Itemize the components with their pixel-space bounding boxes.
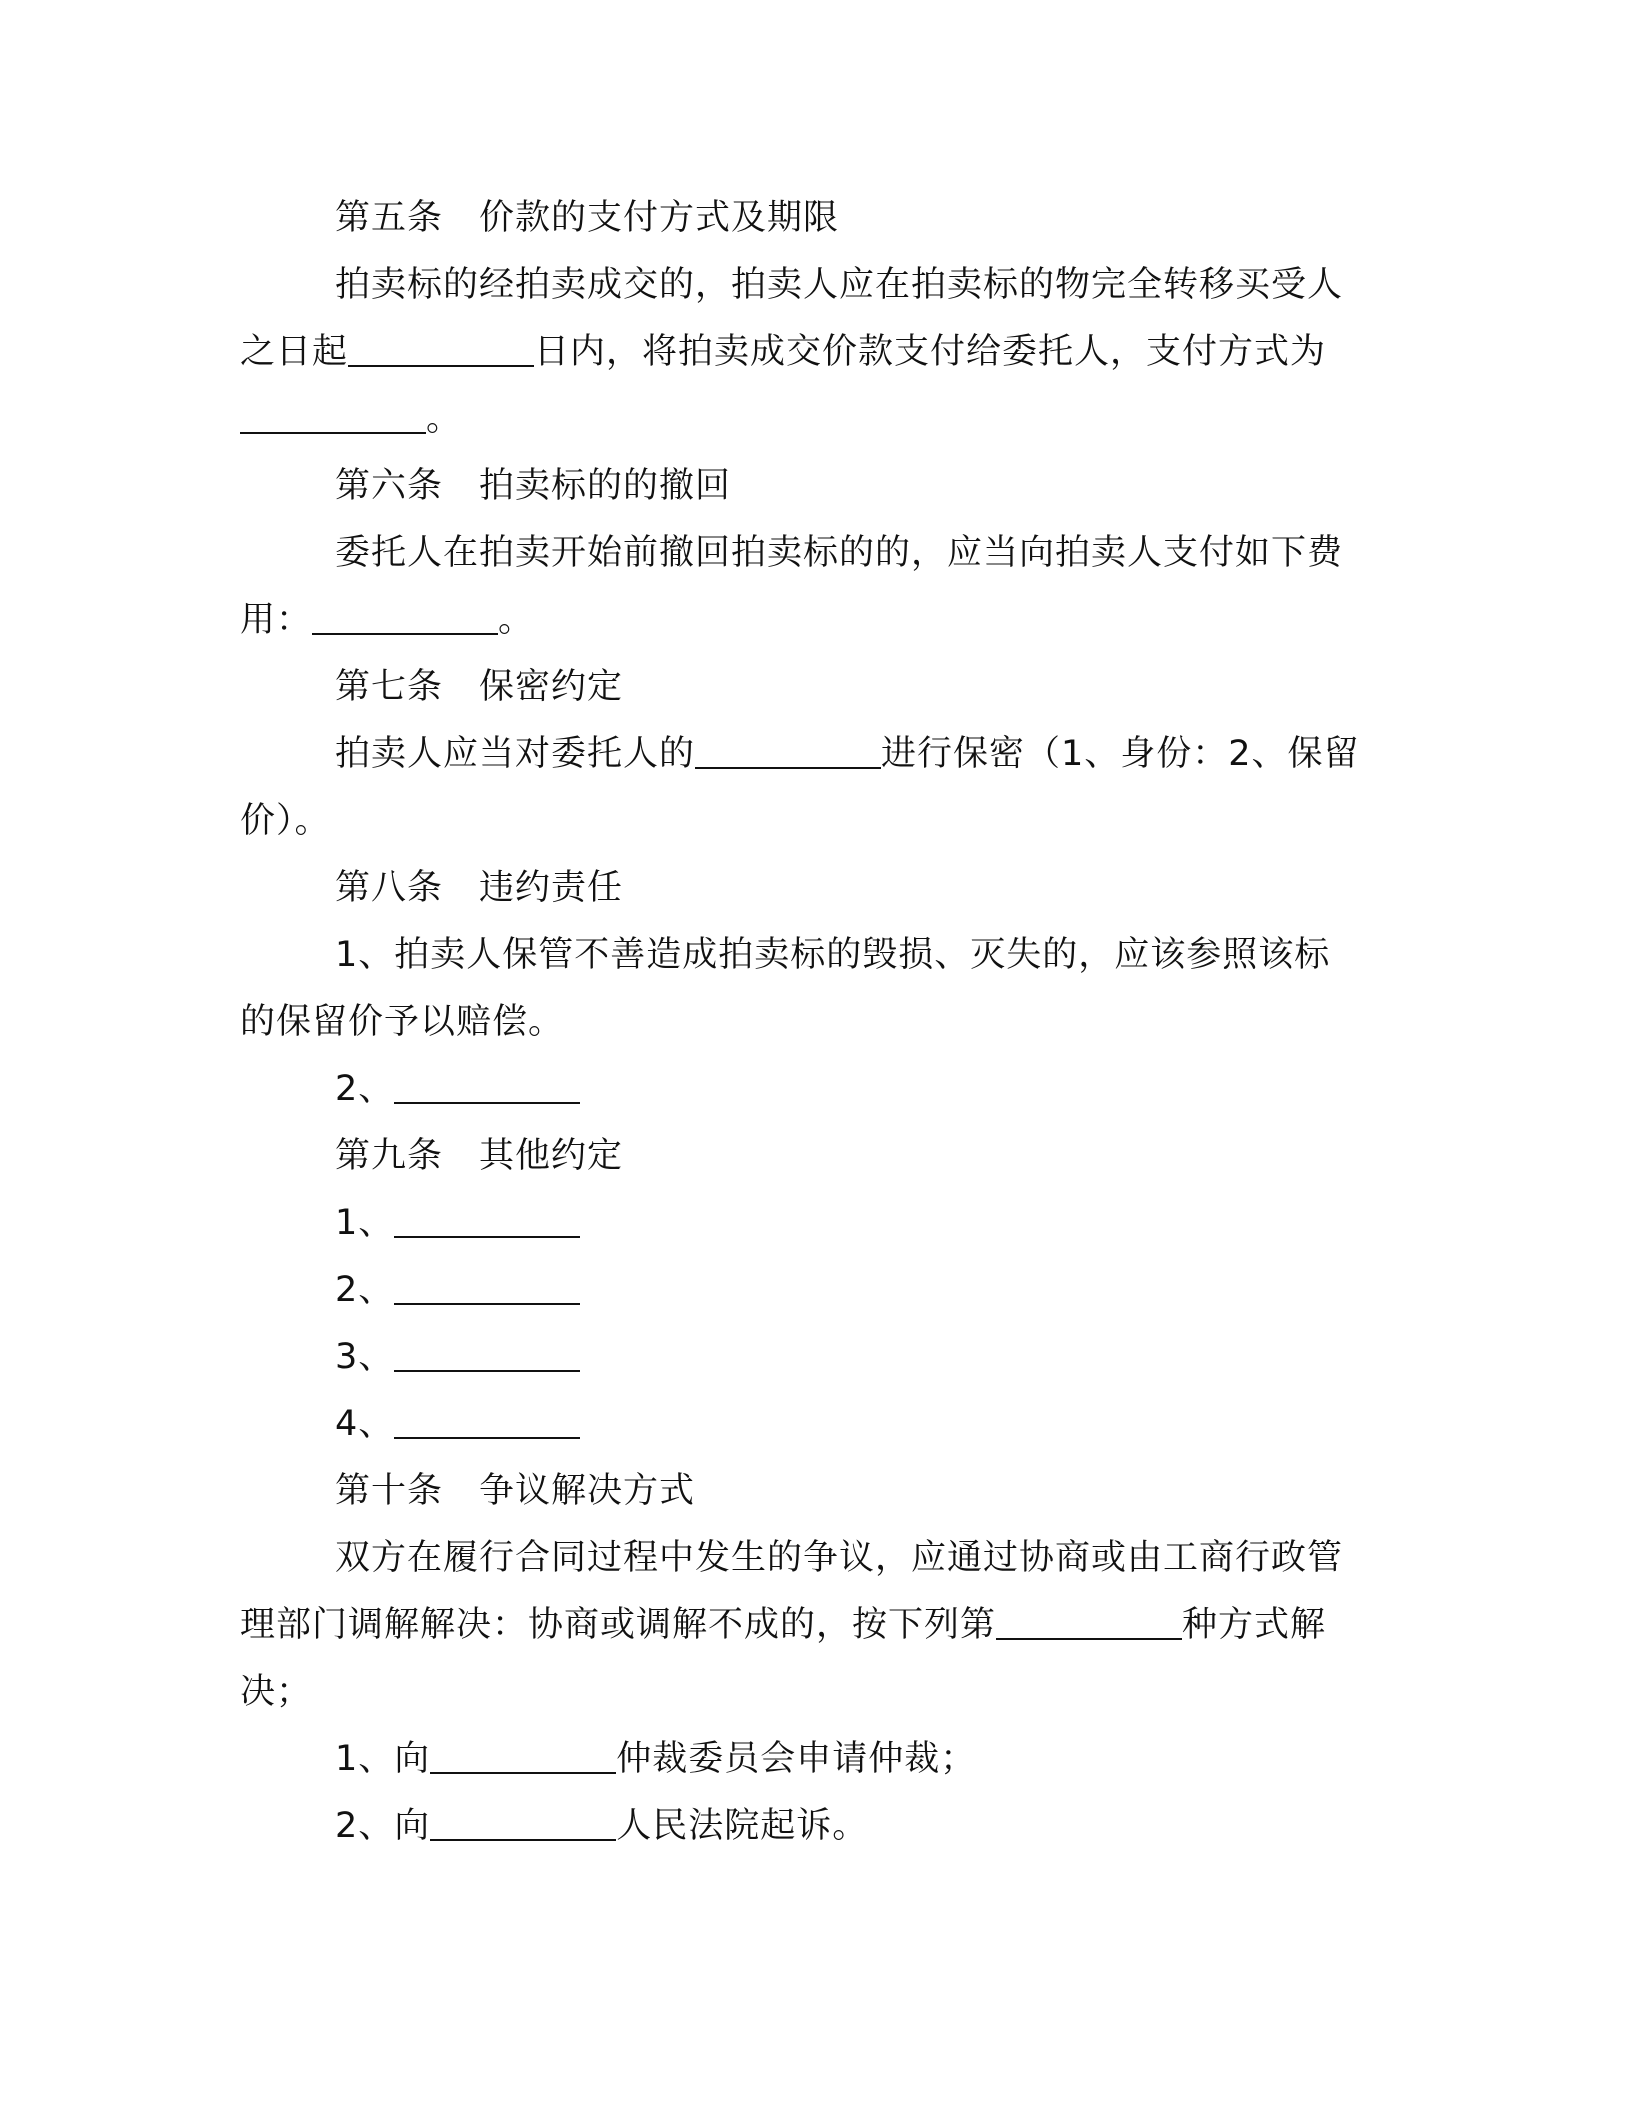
item-number: 2、 bbox=[335, 1270, 395, 1310]
article-title: 违约责任 bbox=[479, 868, 624, 908]
article-title: 拍卖标的的撤回 bbox=[479, 466, 732, 506]
text-segment: 日内，将拍卖成交价款支付给委托人，支付方式为 bbox=[534, 332, 1327, 372]
text-segment: 。 bbox=[498, 600, 535, 640]
article-title: 价款的支付方式及期限 bbox=[479, 198, 840, 238]
article-title: 争议解决方式 bbox=[479, 1471, 696, 1511]
article-9-item-3 bbox=[240, 1324, 1390, 1391]
fill-in-blank-item[interactable] bbox=[394, 1437, 580, 1439]
article-9-heading bbox=[240, 1123, 1390, 1190]
article-number: 第八条 bbox=[335, 868, 444, 908]
article-8-heading bbox=[240, 855, 1390, 922]
article-6-heading bbox=[240, 453, 1390, 520]
article-7-paragraph-line-2: 价）。 bbox=[240, 801, 331, 841]
text-segment: 理部门调解解决：协商或调解不成的，按下列第 bbox=[240, 1605, 997, 1645]
text-segment: 之日起 bbox=[240, 332, 349, 372]
fill-in-blank-clause[interactable] bbox=[394, 1102, 580, 1104]
article-10-option-2 bbox=[240, 1793, 1390, 1860]
fill-in-blank-confidential-item[interactable] bbox=[695, 767, 881, 769]
text-segment: 仲裁委员会申请仲裁； bbox=[616, 1739, 977, 1779]
article-5-paragraph-line-2 bbox=[240, 319, 1390, 386]
fill-in-blank-fees[interactable] bbox=[312, 633, 498, 635]
fill-in-blank-court[interactable] bbox=[430, 1839, 616, 1841]
article-8-clause-1-line-1: 1、拍卖人保管不善造成拍卖标的毁损、灭失的，应该参照该标 bbox=[335, 935, 1331, 975]
item-number: 1、 bbox=[335, 1203, 395, 1243]
article-7-heading bbox=[240, 654, 1390, 721]
fill-in-blank-arbitration-committee[interactable] bbox=[430, 1772, 616, 1774]
article-5-paragraph-line-1: 拍卖标的经拍卖成交的，拍卖人应在拍卖标的物完全转移买受人 bbox=[335, 265, 1344, 305]
item-number: 3、 bbox=[335, 1337, 395, 1377]
fill-in-blank-days[interactable] bbox=[348, 365, 534, 367]
item-number: 4、 bbox=[335, 1404, 395, 1444]
article-10-paragraph-line-1: 双方在履行合同过程中发生的争议，应通过协商或由工商行政管 bbox=[335, 1538, 1344, 1578]
article-number: 第九条 bbox=[335, 1136, 444, 1176]
article-9-item-4 bbox=[240, 1391, 1390, 1458]
article-9-item-1 bbox=[240, 1190, 1390, 1257]
fill-in-blank-item[interactable] bbox=[394, 1236, 580, 1238]
text-segment: 2、 bbox=[335, 1069, 395, 1109]
article-10-paragraph-line-2 bbox=[240, 1592, 1390, 1659]
article-10-paragraph-line-3: 决； bbox=[240, 1672, 313, 1712]
text-segment: 拍卖人应当对委托人的 bbox=[335, 734, 696, 774]
text-segment: 1、向 bbox=[335, 1739, 431, 1779]
article-number: 第五条 bbox=[335, 198, 444, 238]
text-segment: 进行保密（1、身份：2、保留 bbox=[881, 734, 1360, 774]
article-5-paragraph-line-3 bbox=[240, 386, 1390, 453]
article-number: 第十条 bbox=[335, 1471, 444, 1511]
article-10-option-1 bbox=[240, 1726, 1390, 1793]
fill-in-blank-method-number[interactable] bbox=[996, 1638, 1182, 1640]
article-title: 保密约定 bbox=[479, 667, 624, 707]
article-9-item-2 bbox=[240, 1257, 1390, 1324]
article-number: 第六条 bbox=[335, 466, 444, 506]
article-6-paragraph-line-2 bbox=[240, 587, 1390, 654]
article-6-paragraph-line-1: 委托人在拍卖开始前撤回拍卖标的的，应当向拍卖人支付如下费 bbox=[335, 533, 1344, 573]
text-segment: 人民法院起诉。 bbox=[616, 1806, 869, 1846]
text-segment: 用： bbox=[240, 600, 313, 640]
article-8-clause-1-line-2: 的保留价予以赔偿。 bbox=[240, 1002, 565, 1042]
contract-page bbox=[240, 185, 1390, 1860]
text-segment: 。 bbox=[426, 399, 463, 439]
article-title: 其他约定 bbox=[479, 1136, 624, 1176]
article-8-clause-2 bbox=[240, 1056, 1390, 1123]
fill-in-blank-item[interactable] bbox=[394, 1303, 580, 1305]
text-segment: 2、向 bbox=[335, 1806, 431, 1846]
article-number: 第七条 bbox=[335, 667, 444, 707]
fill-in-blank-item[interactable] bbox=[394, 1370, 580, 1372]
article-10-heading bbox=[240, 1458, 1390, 1525]
article-5-heading bbox=[240, 185, 1390, 252]
article-7-paragraph-line-1 bbox=[240, 721, 1390, 788]
text-segment: 种方式解 bbox=[1182, 1605, 1327, 1645]
fill-in-blank-payment-method[interactable] bbox=[240, 432, 426, 434]
